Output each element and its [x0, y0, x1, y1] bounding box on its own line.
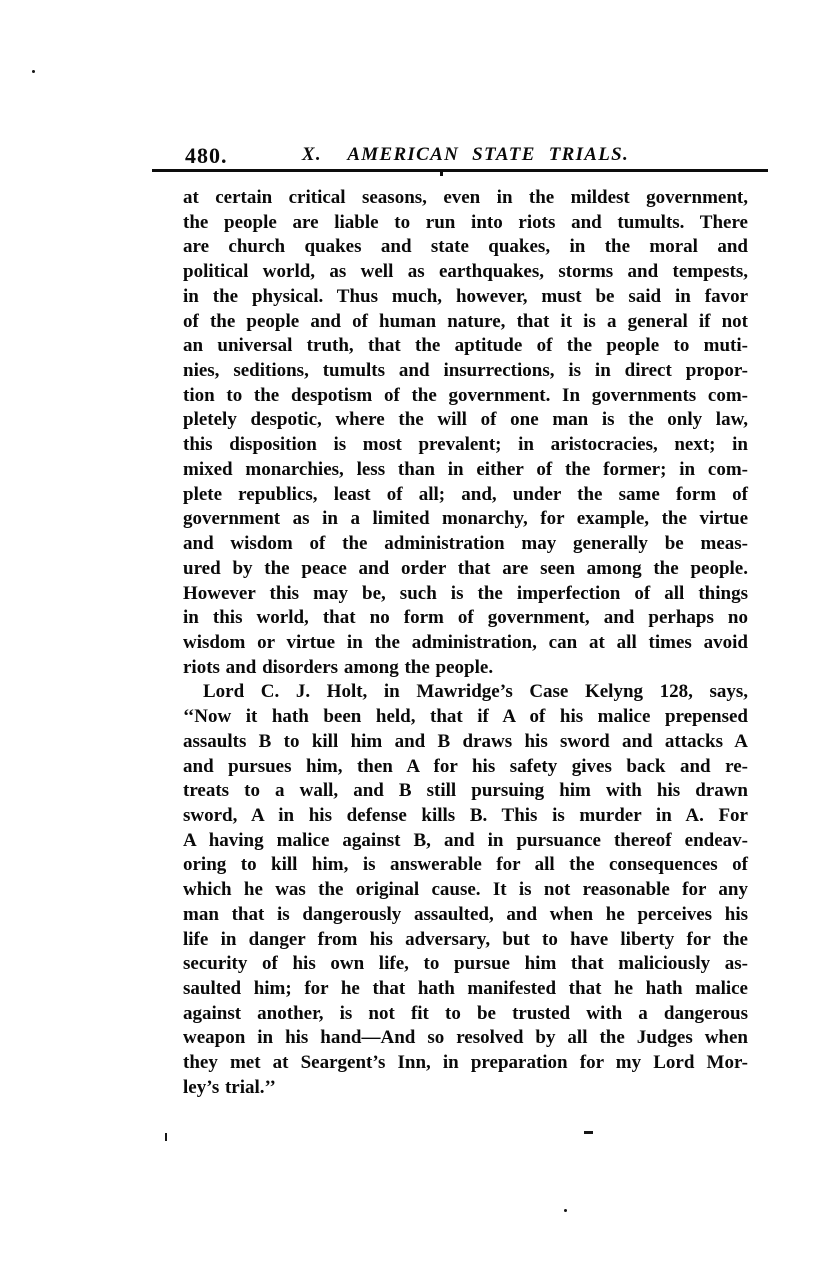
- text-line: life in danger from his adversary, but to have liberty for the: [183, 928, 748, 950]
- text-line: ley’s trial.’’: [183, 1076, 276, 1098]
- text-line: in the physical. Thus much, however, must be said in favor: [183, 285, 748, 307]
- running-head: [183, 141, 748, 169]
- text-line: assaults B to kill him and B draws his sword and attacks A: [183, 730, 748, 752]
- running-title: X. AMERICAN STATE TRIALS.: [301, 144, 630, 165]
- text-line: man that is dangerously assaulted, and when he perceives his: [183, 903, 748, 925]
- text-line: plete republics, least of all; and, under the same form of: [183, 483, 748, 505]
- text-line: and pursues him, then A for his safety gives back and re-: [183, 755, 748, 777]
- text-line: weapon in his hand—And so resolved by all the Judges when: [183, 1027, 748, 1049]
- scan-speck: [165, 1133, 167, 1141]
- header-rule: [152, 169, 768, 172]
- text-line: treats to a wall, and B still pursuing him with his drawn: [183, 780, 748, 802]
- text-line: saulted him; for he that hath manifested that he hath malice: [183, 978, 748, 999]
- text-line: However this may be, such is the imperfection of all things: [183, 582, 748, 604]
- text-line: ‘‘Now it hath been held, that if A of his malice prepensed: [183, 706, 748, 728]
- text-line: in this world, that no form of government, and perhaps no: [183, 607, 748, 629]
- text-line: and wisdom of the administration may generally be meas-: [183, 533, 748, 555]
- page-number: 480.: [185, 143, 228, 168]
- text-line: wisdom or virtue in the administration, can at all times avoid: [183, 631, 748, 653]
- text-line: ured by the peace and order that are seen among the people.: [183, 557, 748, 579]
- scan-speck: [564, 1209, 567, 1212]
- text-line: they met at Seargent’s Inn, in preparation for my Lord Mor-: [183, 1052, 748, 1074]
- scan-speck: [584, 1131, 593, 1134]
- text-line: of the people and of human nature, that it is a general if not: [183, 310, 748, 332]
- text-line: pletely despotic, where the will of one man is the only law,: [183, 409, 748, 431]
- text-line: mixed monarchies, less than in either of the former; in com-: [183, 458, 748, 480]
- text-line: security of his own life, to pursue him that maliciously as-: [183, 953, 748, 975]
- text-line: tion to the despotism of the government. In governments com-: [183, 384, 748, 406]
- text-line: this disposition is most prevalent; in aristocracies, next; in: [183, 434, 748, 456]
- text-line: against another, is not fit to be trusted with a dangerous: [183, 1002, 748, 1024]
- body-text: [183, 186, 748, 1101]
- text-line: oring to kill him, is answerable for all the consequences of: [183, 854, 748, 876]
- text-line: political world, as well as earthquakes, storms and tempests,: [183, 261, 748, 283]
- text-line: sword, A in his defense kills B. This is murder in A. For: [183, 804, 748, 826]
- text-line: government as in a limited monarchy, for example, the virtue: [183, 508, 748, 530]
- text-line: the people are liable to run into riots and tumults. There: [183, 211, 748, 233]
- header-rule-tick: [440, 172, 443, 176]
- text-line: at certain critical seasons, even in the mildest government,: [183, 187, 748, 208]
- text-line: riots and disorders among the people.: [183, 656, 494, 678]
- scan-speck: [32, 70, 35, 73]
- text-line: an universal truth, that the aptitude of the people to muti-: [183, 335, 748, 357]
- text-line: are church quakes and state quakes, in the moral and: [183, 236, 748, 258]
- text-line: A having malice against B, and in pursuance thereof endeav-: [183, 829, 748, 851]
- text-line: Lord C. J. Holt, in Mawridge’s Case Kelyng 128, says,: [203, 681, 748, 703]
- text-line: which he was the original cause. It is not reasonable for any: [183, 879, 748, 901]
- text-line: nies, seditions, tumults and insurrections, is in direct propor-: [183, 360, 748, 382]
